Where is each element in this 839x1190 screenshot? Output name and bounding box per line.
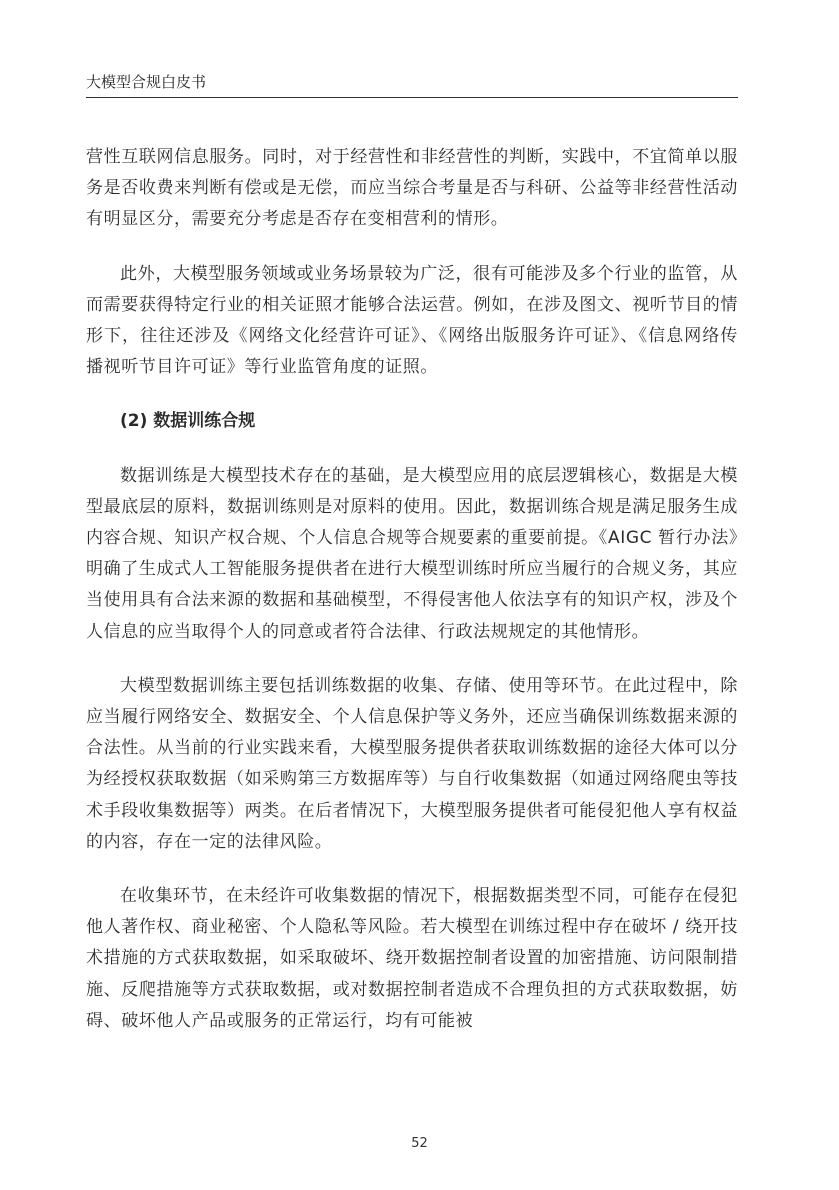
- page-number: 52: [411, 1136, 428, 1151]
- paragraph-industry-licenses: 此外，大模型服务领域或业务场景较为广泛，很有可能涉及多个行业的监管，从而需要获得特定行业的相关证照才能够合法运营。例如，在涉及图文、视听节目的情形下，往往还涉及《网络文化经营许可证》、《网络出版服务许可证》、《信息网络传播视听节目许可证》等行业监管角度的证照。: [86, 263, 738, 378]
- running-header-title: 大模型合规白皮书: [86, 73, 207, 91]
- paragraph-continued: 营性互联网信息服务。同时，对于经营性和非经营性的判断，实践中，不宜简单以服务是否收费来判断有偿或是无偿，而应当综合考量是否与科研、公益等非经营性活动有明显区分，需要充分考虑是否存在变相营利的情形。: [86, 147, 738, 230]
- paragraph-collection-risks: 在收集环节，在未经许可收集数据的情况下，根据数据类型不同，可能存在侵犯他人著作权、商业秘密、个人隐私等风险。若大模型在训练过程中存在破坏 / 绕开技术措施的方式获取数据，如采取破坏、绕开数据控制者设置的加密措施、访问限制措施、反爬措施等方式获取数据，或对数据控制者造成不合理负担的方式获取数据，妨碍、破坏他人产品或服务的正常运行，均有可能被: [86, 886, 738, 1031]
- section-heading: (2) 数据训练合规: [120, 411, 256, 432]
- paragraph-data-training: 数据训练是大模型技术存在的基础，是大模型应用的底层逻辑核心，数据是大模型最底层的原料，数据训练则是对原料的使用。因此，数据训练合规是满足服务生成内容合规、知识产权合规、个人信息合规等合规要素的重要前提。《AIGC 暂行办法》明确了生成式人工智能服务提供者在进行大模型训练时所应当履行的合规义务，其应当使用具有合法来源的数据和基础模型，不得侵害他人依法享有的知识产权，涉及个人信息的应当取得个人的同意或者符合法律、行政法规规定的其他情形。: [86, 465, 738, 642]
- header-divider: [86, 97, 738, 98]
- paragraph-data-sources: 大模型数据训练主要包括训练数据的收集、存储、使用等环节。在此过程中，除应当履行网络安全、数据安全、个人信息保护等义务外，还应当确保训练数据来源的合法性。从当前的行业实践来看，大模型服务提供者获取训练数据的途径大体可以分为经授权获取数据（如采购第三方数据库等）与自行收集数据（如通过网络爬虫等技术手段收集数据等）两类。在后者情况下，大模型服务提供者可能侵犯他人享有权益的内容，存在一定的法律风险。: [86, 675, 738, 852]
- body-text: [86, 142, 738, 1060]
